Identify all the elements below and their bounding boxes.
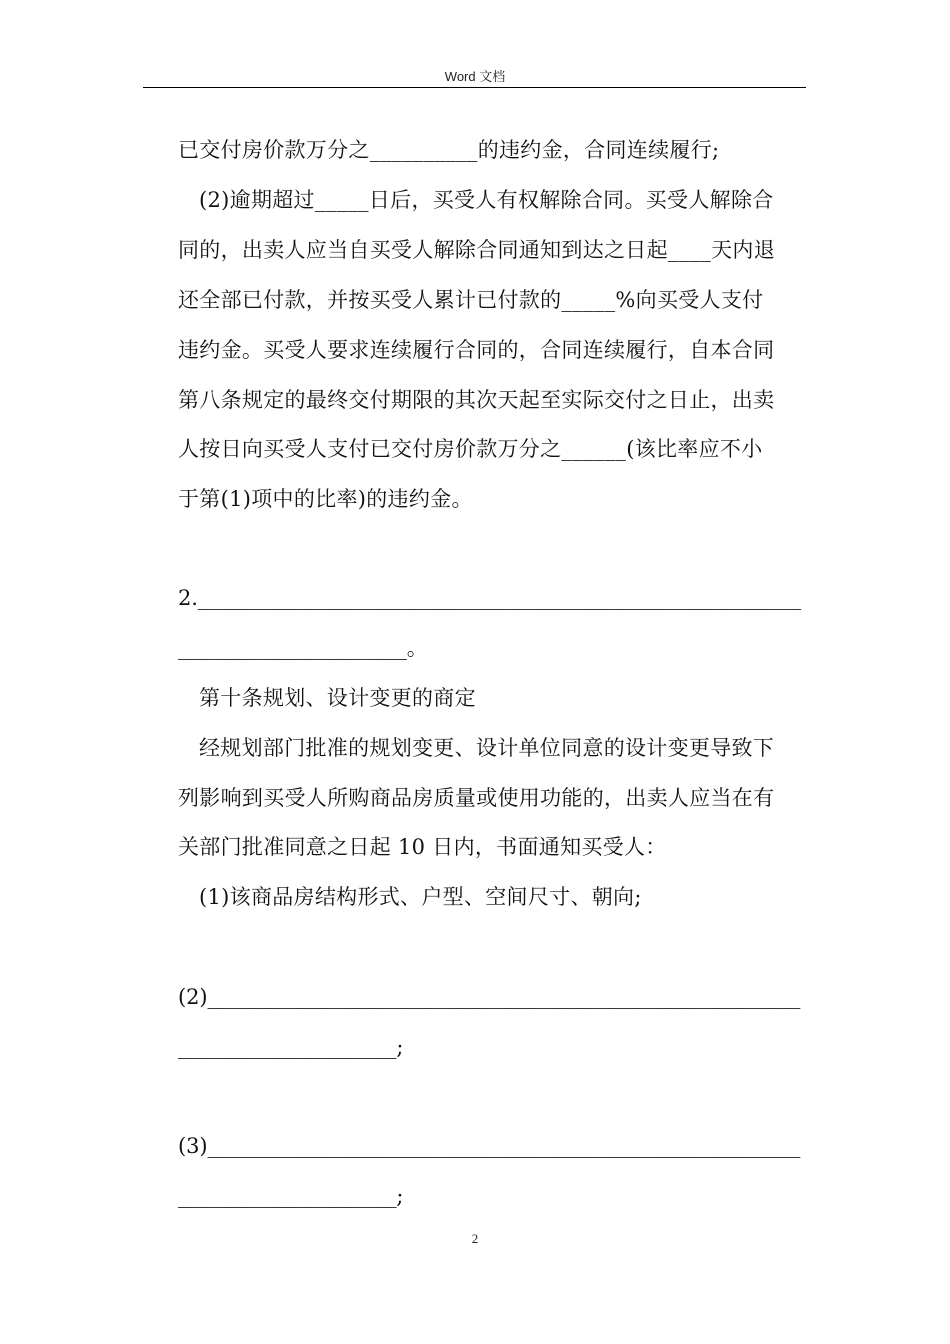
text-line: _____________________; — [178, 1035, 404, 1059]
text-line: (2)_________________________________________________________ — [178, 985, 801, 1009]
section-heading: 第十条规划、设计变更的商定 — [199, 686, 476, 710]
text-line: 关部门批准同意之日起 10 日内，书面通知买受人： — [178, 835, 667, 859]
text-line: 人按日向买受人支付已交付房价款万分之______(该比率应不小 — [178, 437, 763, 461]
header-rule — [143, 87, 806, 88]
text-line: 违约金。买受人要求连续履行合同的，合同连续履行，自本合同 — [178, 338, 775, 362]
page-header: Word 文档 — [444, 69, 506, 84]
text-line: 于第(1)项中的比率)的违约金。 — [178, 487, 473, 511]
text-line: 还全部已付款，并按买受人累计已付款的_____%向买受人支付 — [178, 288, 764, 312]
text-line: (3)_________________________________________________________ — [178, 1134, 801, 1158]
text-line: 已交付房价款万分之__________的违约金，合同连续履行; — [178, 138, 720, 162]
page-number: 2 — [471, 1231, 479, 1246]
text-line: (1)该商品房结构形式、户型、空间尺寸、朝向; — [199, 885, 642, 909]
text-line: 同的，出卖人应当自买受人解除合同通知到达之日起____天内退 — [178, 238, 775, 262]
text-line: ______________________。 — [178, 636, 428, 660]
text-line: 2.__________________________________________________________ — [178, 586, 802, 610]
text-line: 第八条规定的最终交付期限的其次天起至实际交付之日止，出卖 — [178, 388, 775, 412]
text-line: _____________________; — [178, 1184, 404, 1208]
text-line: 列影响到买受人所购商品房质量或使用功能的，出卖人应当在有 — [178, 786, 775, 810]
text-line: (2)逾期超过_____日后，买受人有权解除合同。买受人解除合 — [199, 188, 774, 212]
text-line: 经规划部门批准的规划变更、设计单位同意的设计变更导致下 — [199, 736, 775, 760]
